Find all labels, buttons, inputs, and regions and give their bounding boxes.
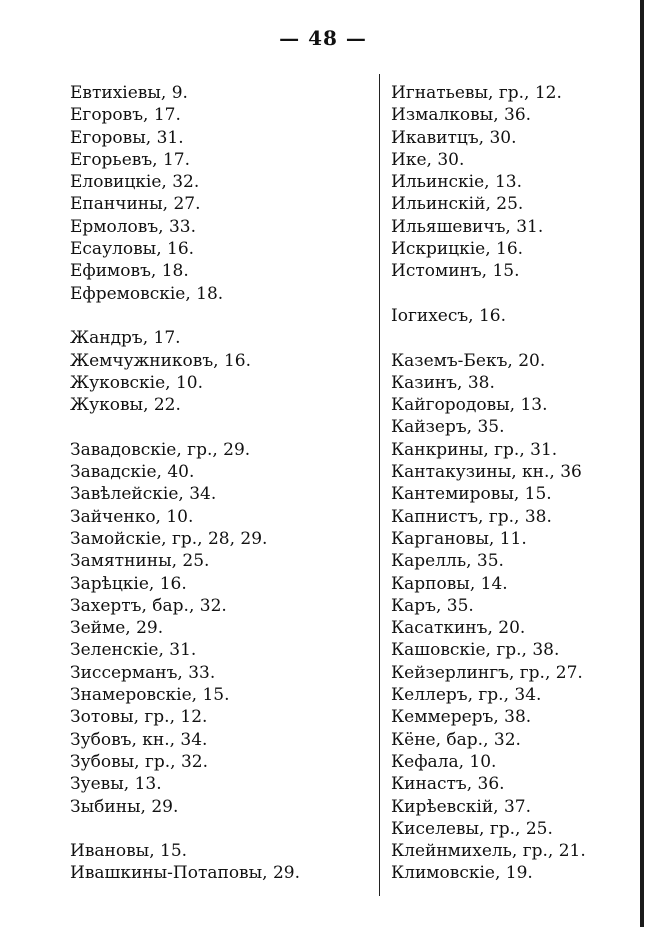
index-entry: Карповы, 14. xyxy=(391,573,508,594)
index-entry: Кайзеръ, 35. xyxy=(391,417,505,438)
index-entry: Ильинскіе, 13. xyxy=(391,172,523,193)
index-entry: Келлеръ, гр., 34. xyxy=(391,685,542,706)
index-entry: Кайгородовы, 13. xyxy=(391,395,548,416)
index-entry: Зуевы, 13. xyxy=(70,774,162,795)
section-gap xyxy=(70,305,370,327)
index-entry: Кефала, 10. xyxy=(391,751,497,772)
index-entry: Кирѣевскій, 37. xyxy=(391,796,532,817)
index-entry: Зубовъ, кн., 34. xyxy=(70,729,208,750)
index-entry: Ильинскій, 25. xyxy=(391,194,524,215)
index-column-left xyxy=(70,82,370,885)
index-entry: Ивашкины-Потаповы, 29. xyxy=(70,863,301,884)
index-entry: Кеммереръ, 38. xyxy=(391,707,532,728)
index-entry: Капнистъ, гр., 38. xyxy=(391,506,552,527)
section-gap xyxy=(391,327,631,349)
index-entry: Зарѣцкіе, 16. xyxy=(70,573,187,594)
page-number-header: — 48 — xyxy=(279,26,367,50)
index-entry: Еловицкіе, 32. xyxy=(70,172,200,193)
index-entry: Жемчужниковъ, 16. xyxy=(70,350,252,371)
index-entry: Іогихесъ, 16. xyxy=(391,305,507,326)
index-entry: Жуковскіе, 10. xyxy=(70,372,204,393)
index-entry: Зиссерманъ, 33. xyxy=(70,662,216,683)
index-entry: Зеленскіе, 31. xyxy=(70,640,197,661)
section-gap xyxy=(391,283,631,305)
index-entry: Кантакузины, кн., 36 xyxy=(391,462,582,483)
page-edge-shadow xyxy=(640,0,644,927)
index-entry: Казинъ, 38. xyxy=(391,372,495,393)
index-entry: Евтихіевы, 9. xyxy=(70,83,188,103)
index-entry: Жуковы, 22. xyxy=(70,395,181,416)
section-gap xyxy=(70,416,370,438)
section-gap xyxy=(70,818,370,840)
index-entry: Каземъ-Бекъ, 20. xyxy=(391,350,546,371)
index-entry: Карелль, 35. xyxy=(391,551,504,572)
index-entry: Киселевы, гр., 25. xyxy=(391,818,553,839)
index-entry: Завадскіе, 40. xyxy=(70,462,195,483)
index-entry: Завадовскіе, гр., 29. xyxy=(70,439,251,460)
index-entry: Замойскіе, гр., 28, 29. xyxy=(70,528,268,549)
index-column-right xyxy=(391,82,631,885)
index-entry: Егоровы, 31. xyxy=(70,127,184,148)
index-entry: Завѣлейскіе, 34. xyxy=(70,484,217,505)
index-entry: Есауловы, 16. xyxy=(70,239,195,260)
index-entry: Зыбины, 29. xyxy=(70,796,179,817)
index-entry: Кейзерлингъ, гр., 27. xyxy=(391,662,583,683)
index-entry: Ефимовъ, 18. xyxy=(70,261,189,282)
index-entry: Жандръ, 17. xyxy=(70,328,181,349)
index-entry: Ефремовскіе, 18. xyxy=(70,283,224,304)
index-entry: Кёне, бар., 32. xyxy=(391,729,521,750)
index-entry: Знамеровскіе, 15. xyxy=(70,685,230,706)
index-entry: Егоровъ, 17. xyxy=(70,105,181,126)
index-entry: Кашовскіе, гр., 38. xyxy=(391,640,560,661)
index-entry: Ильяшевичъ, 31. xyxy=(391,216,544,237)
index-entry: Игнатьевы, гр., 12. xyxy=(391,83,562,103)
column-divider xyxy=(379,74,380,896)
index-entry: Егорьевъ, 17. xyxy=(70,149,190,170)
index-entry: Измалковы, 36. xyxy=(391,105,532,126)
index-entry: Зейме, 29. xyxy=(70,618,164,639)
index-entry: Каргановы, 11. xyxy=(391,528,527,549)
index-entry: Климовскіе, 19. xyxy=(391,863,533,884)
index-entry: Зубовы, гр., 32. xyxy=(70,751,209,772)
index-entry: Ермоловъ, 33. xyxy=(70,216,197,237)
index-entry: Каръ, 35. xyxy=(391,595,474,616)
index-entry: Кинастъ, 36. xyxy=(391,774,505,795)
index-entry: Зотовы, гр., 12. xyxy=(70,707,208,728)
index-entry: Захертъ, бар., 32. xyxy=(70,595,227,616)
index-entry: Касаткинъ, 20. xyxy=(391,618,526,639)
index-entry: Ивановы, 15. xyxy=(70,841,188,862)
index-entry: Зайченко, 10. xyxy=(70,506,194,527)
index-entry: Искрицкіе, 16. xyxy=(391,239,524,260)
index-entry: Кантемировы, 15. xyxy=(391,484,552,505)
index-entry: Замятнины, 25. xyxy=(70,551,210,572)
index-entry: Икавитцъ, 30. xyxy=(391,127,517,148)
index-entry: Клейнмихель, гр., 21. xyxy=(391,841,586,862)
index-entry: Канкрины, гр., 31. xyxy=(391,439,558,460)
index-entry: Истоминъ, 15. xyxy=(391,261,520,282)
index-entry: Ике, 30. xyxy=(391,149,465,170)
index-entry: Епанчины, 27. xyxy=(70,194,201,215)
